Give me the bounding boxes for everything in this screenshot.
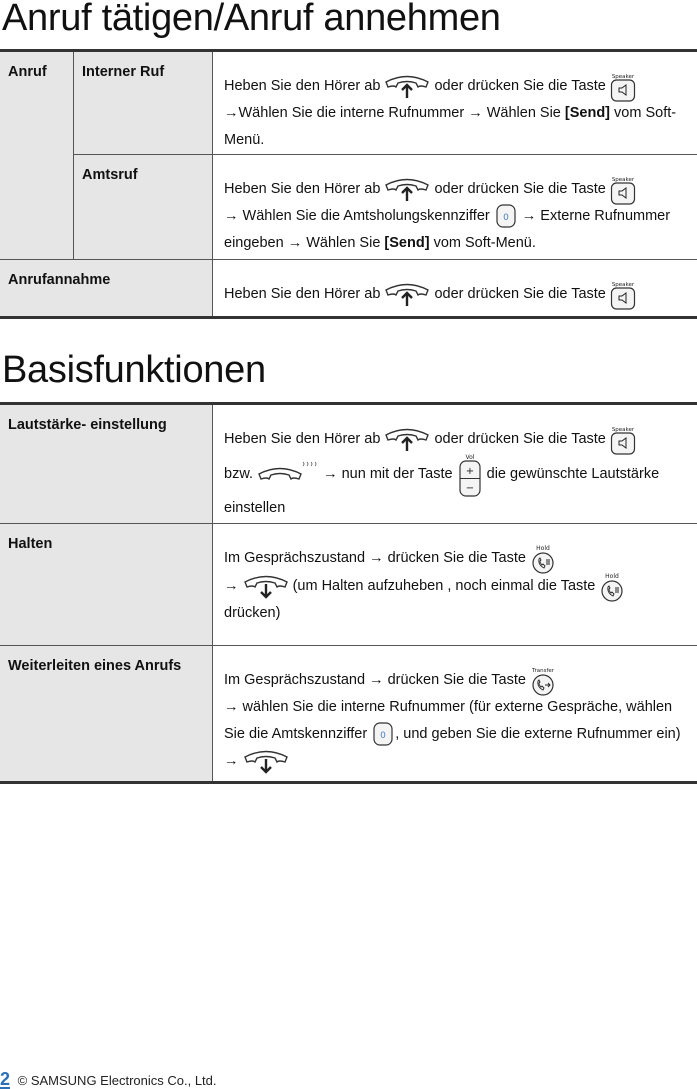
text: Im Gesprächszustand → drücken Sie die Taste xyxy=(224,672,526,688)
text: vom Soft-Menü. xyxy=(224,105,676,148)
speaker-key-icon xyxy=(610,425,636,453)
row-label-intern: Interner Ruf xyxy=(74,51,213,155)
transfer-key-icon xyxy=(530,666,556,694)
text: die gewünschte Lautstärke einstellen xyxy=(224,466,659,516)
svg-text:Transfer: Transfer xyxy=(531,668,555,674)
svg-text:0: 0 xyxy=(503,213,509,223)
basic-functions-table xyxy=(0,402,697,784)
handset-lift-icon xyxy=(384,176,430,202)
text: →Wählen Sie die interne Rufnummer → Wählen Sie xyxy=(224,105,561,121)
page-number: 2 xyxy=(0,1071,10,1089)
send-softkey: [Send] xyxy=(565,105,610,121)
row-label-amt: Amtsruf xyxy=(74,155,213,260)
text: Im Gesprächszustand → drücken Sie die Taste xyxy=(224,550,526,566)
handset-hangup-icon xyxy=(243,748,289,774)
ringing-handset-icon xyxy=(257,460,319,488)
cell-lautstaerke xyxy=(213,404,697,524)
text: → nun mit der Taste xyxy=(323,466,453,482)
table-row xyxy=(0,155,697,260)
hold-key-icon xyxy=(599,572,625,600)
text: bzw. xyxy=(224,466,253,482)
row-label-annahme: Anrufannahme xyxy=(0,260,213,318)
text: → xyxy=(224,578,239,594)
text: → Externe Rufnummer eingeben → Wählen Sie xyxy=(224,208,670,251)
svg-text:Speaker: Speaker xyxy=(612,74,635,80)
volume-key-icon xyxy=(457,453,483,495)
cell-intern xyxy=(213,51,697,155)
cell-amt xyxy=(213,155,697,260)
text: Heben Sie den Hörer ab xyxy=(224,78,380,94)
svg-text:+: + xyxy=(465,466,473,477)
table-row xyxy=(0,646,697,783)
table-row xyxy=(0,260,697,318)
row-label-lautstaerke: Lautstärke- einstellung xyxy=(0,404,213,524)
section-title-basic: Basisfunktionen xyxy=(2,350,266,390)
text: vom Soft-Menü. xyxy=(434,235,536,251)
text: , und geben Sie die externe Rufnummer ein) → xyxy=(224,726,681,769)
text: Heben Sie den Hörer ab xyxy=(224,181,380,197)
svg-text:Vol: Vol xyxy=(465,454,474,461)
send-softkey: [Send] xyxy=(384,235,429,251)
svg-text:Speaker: Speaker xyxy=(612,177,635,183)
svg-text:Hold: Hold xyxy=(536,545,550,552)
svg-text:Speaker: Speaker xyxy=(612,282,635,288)
cell-weiterleiten xyxy=(213,646,697,783)
zero-key-icon xyxy=(494,203,518,229)
speaker-key-icon xyxy=(610,280,636,308)
text: oder drücken Sie die Taste xyxy=(434,286,605,302)
text: Heben Sie den Hörer ab xyxy=(224,431,380,447)
text: → wählen Sie die interne Rufnummer (für externe Gespräche, wählen Sie die Amtskennziffer xyxy=(224,699,672,742)
handset-lift-icon xyxy=(384,73,430,99)
speaker-key-icon xyxy=(610,175,636,203)
row-label-anruf: Anruf xyxy=(0,51,74,260)
copyright: © SAMSUNG Electronics Co., Ltd. xyxy=(18,1073,217,1088)
svg-text:Hold: Hold xyxy=(606,573,620,580)
svg-text:−: − xyxy=(465,483,473,494)
call-table xyxy=(0,49,697,319)
svg-text:0: 0 xyxy=(380,731,386,741)
handset-hangup-icon xyxy=(243,573,289,599)
svg-text:Speaker: Speaker xyxy=(612,427,635,433)
speaker-key-icon xyxy=(610,72,636,100)
table-row xyxy=(0,524,697,646)
footer xyxy=(0,1071,217,1089)
text: → Wählen Sie die Amtsholungskennziffer xyxy=(224,208,490,224)
cell-halten xyxy=(213,524,697,646)
text: oder drücken Sie die Taste xyxy=(434,181,605,197)
row-label-halten: Halten xyxy=(0,524,213,646)
cell-annahme xyxy=(213,260,697,318)
handset-lift-icon xyxy=(384,281,430,307)
table-row xyxy=(0,51,697,155)
section-title-call: Anruf tätigen/Anruf annehmen xyxy=(2,0,501,38)
text: (um Halten aufzuheben , noch einmal die Taste xyxy=(293,578,596,594)
hold-key-icon xyxy=(530,544,556,572)
zero-key-icon xyxy=(371,721,395,747)
handset-lift-icon xyxy=(384,426,430,452)
text: oder drücken Sie die Taste xyxy=(434,78,605,94)
row-label-weiterleiten: Weiterleiten eines Anrufs xyxy=(0,646,213,783)
text: Heben Sie den Hörer ab xyxy=(224,286,380,302)
text: oder drücken Sie die Taste xyxy=(434,431,605,447)
text: drücken) xyxy=(224,605,280,621)
table-row xyxy=(0,404,697,524)
